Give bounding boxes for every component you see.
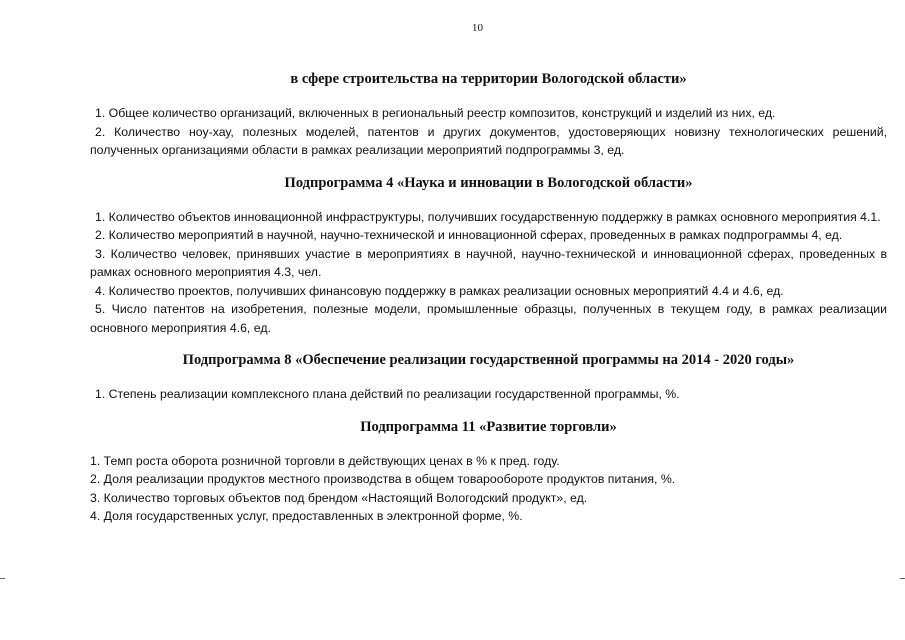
subprogram-8-title: Подпрограмма 8 «Обеспечение реализации государственной программы на 2014 - 2020 годы» (182, 352, 795, 368)
subprogram-8-list (90, 385, 887, 404)
document-body (90, 70, 887, 526)
list-item: 1. Степень реализации комплексного плана действий по реализации государственной программы, %. (95, 387, 680, 401)
right-edge-mark (900, 578, 905, 579)
list-item: 3. Количество человек, принявших участие в мероприятиях в научной, научно-технической и инновационной сферах, проведенных в рамках основного мероприятия 4.3, чел. (90, 246, 887, 279)
section-title-continuation: в сфере строительства на территории Вологодской области» (290, 71, 687, 87)
section-intro-list (90, 104, 887, 160)
subprogram-11-list (90, 452, 887, 526)
list-item: 2. Доля реализации продуктов местного производства в общем товарообороте продуктов питания, %. (90, 472, 676, 486)
list-item: 2. Количество мероприятий в научной, научно-технической и инновационной сферах, проведенных в рамках подпрограммы 4, ед. (95, 228, 843, 242)
subprogram-4-title: Подпрограмма 4 «Наука и инновации в Вологодской области» (284, 174, 693, 191)
left-edge-mark (0, 578, 5, 579)
list-item: 4. Доля государственных услуг, предоставленных в электронной форме, %. (90, 509, 523, 523)
list-item: 5. Число патентов на изобретения, полезные модели, промышленные образцы, полученных в текущем году, в рамках реализации основного мероприятия 4.6, ед. (90, 302, 887, 335)
subprogram-11-title: Подпрограмма 11 «Развитие торговли» (360, 418, 617, 435)
list-item: 1. Количество объектов инновационной инфраструктуры, получивших государственную поддержку в рамках основного мероприятия 4.1. (95, 209, 881, 224)
page-number: 10 (472, 22, 483, 34)
subprogram-4-list (90, 208, 887, 338)
list-item: 4. Количество проектов, получивших финансовую поддержку в рамках реализации основных мероприятий 4.4 и 4.6, ед. (95, 283, 784, 298)
list-item: 1. Темп роста оборота розничной торговли в действующих ценах в % к пред. году. (90, 453, 560, 468)
list-item: 2. Количество ноу-хау, полезных моделей, патентов и других документов, удостоверяющих новизну технологических решений, полученных организациями области в рамках реализации мероприятий подпрограммы 3, ед. (90, 124, 887, 157)
list-item: 1. Общее количество организаций, включенных в региональный реестр композитов, конструкций и изделий из них, ед. (95, 106, 776, 120)
list-item: 3. Количество торговых объектов под брендом «Настоящий Вологодский продукт», ед. (90, 490, 588, 505)
